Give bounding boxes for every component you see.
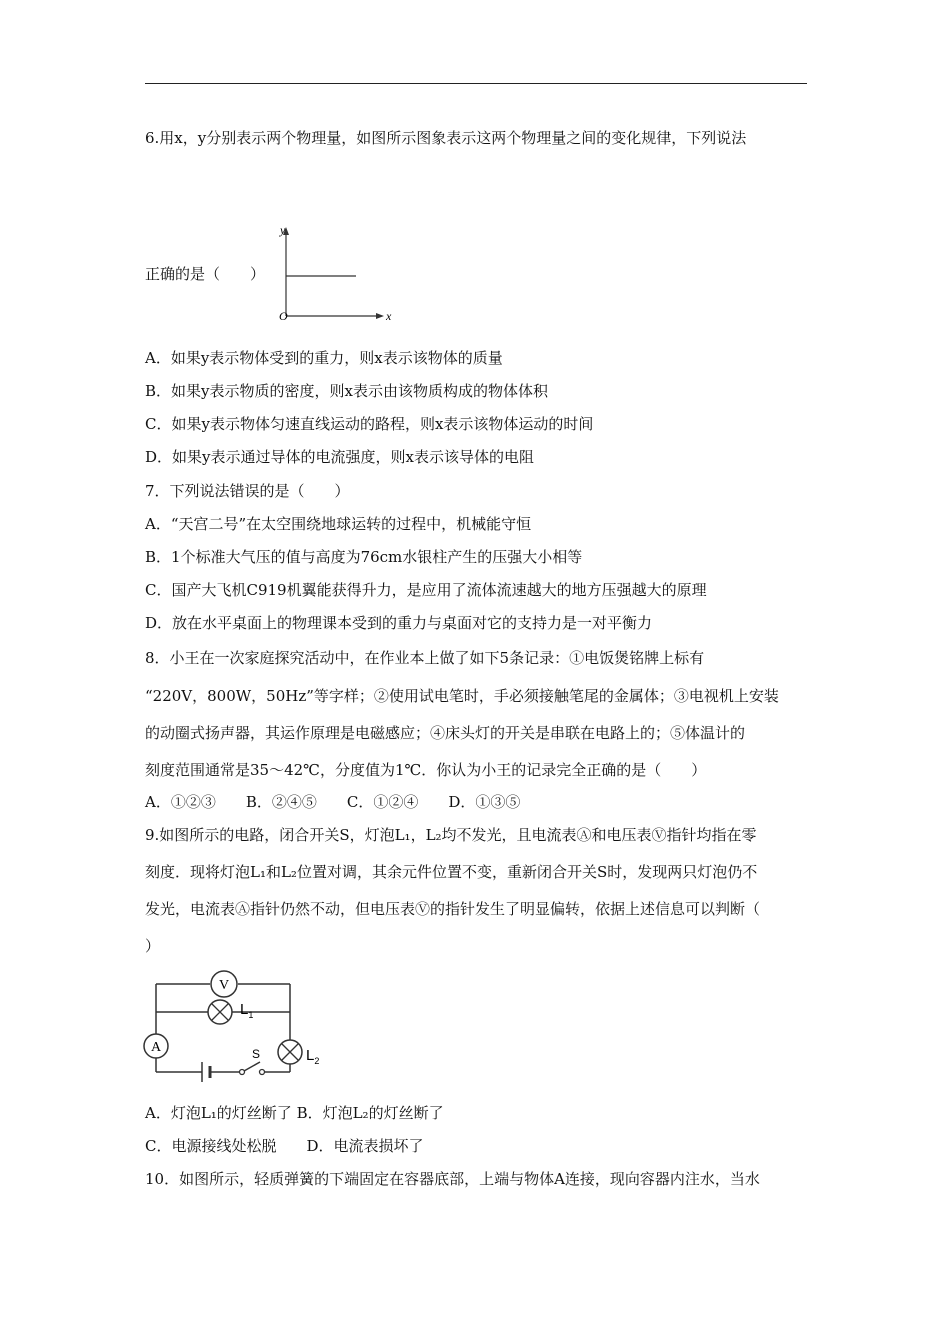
q7-option-d: D．放在水平桌面上的物理课本受到的重力与桌面对它的支持力是一对平衡力 bbox=[145, 614, 653, 632]
graph-x-label: x bbox=[386, 309, 392, 323]
q8-options: A．①②③ B．②④⑤ C．①②④ D．①③⑤ bbox=[145, 793, 521, 811]
q10-line1: 10．如图所示，轻质弹簧的下端固定在容器底部，上端与物体A连接，现向容器内注水，当水 bbox=[145, 1170, 760, 1188]
q9-circuit-diagram bbox=[140, 966, 330, 1088]
header-rule bbox=[145, 83, 807, 84]
q7-option-a: A．“天宫二号”在太空围绕地球运转的过程中，机械能守恒 bbox=[145, 515, 532, 533]
battery-icon bbox=[202, 1062, 210, 1082]
graph-y-label: y bbox=[280, 223, 286, 237]
q8-line3: 的动圈式扬声器，其运作原理是电磁感应；④床头灯的开关是串联在电路上的；⑤体温计的 bbox=[145, 724, 746, 742]
q6-stem-line1: 6.用x，y分别表示两个物理量，如图所示图象表示这两个物理量之间的变化规律，下列说法 bbox=[145, 129, 747, 147]
ammeter-label: A bbox=[150, 1040, 162, 1055]
q6-option-a: A．如果y表示物体受到的重力，则x表示该物体的质量 bbox=[145, 349, 503, 367]
q9-line3: 发光，电流表Ⓐ指针仍然不动，但电压表Ⓥ的指针发生了明显偏转，依据上述信息可以判断（ bbox=[145, 900, 761, 918]
voltmeter-label: V bbox=[218, 978, 230, 993]
q6-option-d: D．如果y表示通过导体的电流强度，则x表示该导体的电阻 bbox=[145, 448, 534, 466]
switch-icon bbox=[240, 1062, 265, 1075]
q8-line1: 8．小王在一次家庭探究活动中，在作业本上做了如下5条记录：①电饭煲铭牌上标有 bbox=[145, 649, 705, 667]
lamp-l1-icon bbox=[208, 1000, 232, 1024]
q7-option-c: C．国产大飞机C919机翼能获得升力，是应用了流体流速越大的地方压强越大的原理 bbox=[145, 581, 707, 599]
lamp-l2-icon bbox=[278, 1040, 302, 1064]
q6-graph bbox=[272, 222, 402, 324]
q9-line1: 9.如图所示的电路，闭合开关S，灯泡L₁，L₂均不发光，且电流表Ⓐ和电压表Ⓥ指针均指在零 bbox=[145, 826, 757, 844]
q7-option-b: B．1个标准大气压的值与高度为76cm水银柱产生的压强大小相等 bbox=[145, 548, 583, 566]
lamp-l1-label: $L_1$ bbox=[240, 1001, 254, 1020]
q7-stem: 7．下列说法错误的是（ ） bbox=[145, 482, 350, 500]
q8-line4: 刻度范围通常是35～42℃，分度值为1℃．你认为小王的记录完全正确的是（ ） bbox=[145, 761, 707, 779]
q8-line2: “220V，800W，50Hz”等字样；②使用试电笔时，手必须接触笔尾的金属体；③电视机上安装 bbox=[145, 687, 779, 705]
q6-option-b: B．如果y表示物质的密度，则x表示由该物质构成的物体体积 bbox=[145, 382, 548, 400]
graph-origin-label: O bbox=[279, 309, 288, 323]
q9-options-cd: C．电源接线处松脱 D．电流表损坏了 bbox=[145, 1137, 424, 1155]
q6-stem-line2: 正确的是（ ） bbox=[145, 265, 266, 283]
lamp-l2-label: $L_2$ bbox=[306, 1047, 320, 1066]
q9-options-ab: A．灯泡L₁的灯丝断了 B．灯泡L₂的灯丝断了 bbox=[145, 1104, 444, 1122]
q6-option-c: C．如果y表示物体匀速直线运动的路程，则x表示该物体运动的时间 bbox=[145, 415, 594, 433]
q9-line2: 刻度．现将灯泡L₁和L₂位置对调，其余元件位置不变，重新闭合开关S时，发现两只灯泡仍不 bbox=[145, 863, 758, 881]
q9-line4: ） bbox=[145, 937, 161, 955]
switch-label: S bbox=[252, 1047, 261, 1061]
